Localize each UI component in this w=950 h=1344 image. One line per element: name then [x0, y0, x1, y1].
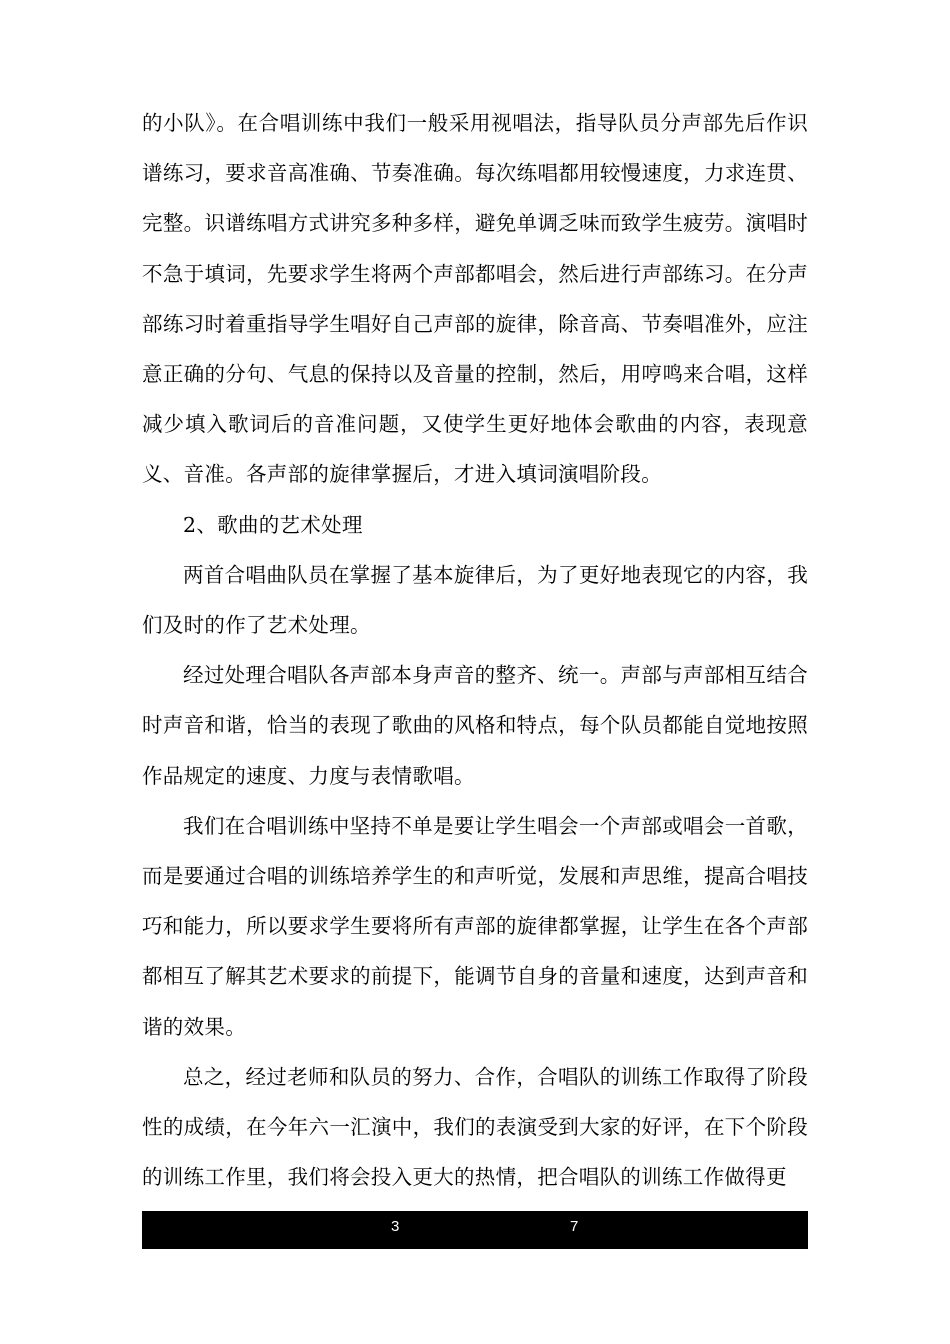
section-heading: 2、歌曲的艺术处理 — [183, 512, 363, 537]
paragraph-2: 两首合唱曲队员在掌握了基本旋律后，为了更好地表现它的内容，我们及时的作了艺术处理。 — [142, 562, 808, 638]
paragraph-3: 经过处理合唱队各声部本身声音的整齐、统一。声部与声部相互结合时声音和谐，恰当的表现了歌曲的风格和特点，每个队员都能自觉地按照作品规定的速度、力度与表情歌唱。 — [142, 663, 808, 788]
total-pages-number: 7 — [570, 1218, 579, 1235]
paragraph-1: 的小队》。在合唱训练中我们一般采用视唱法，指导队员分声部先后作识谱练习，要求音高准确、节奏准确。每次练唱都用较慢速度，力求连贯、完整。识谱练唱方式讲究多种多样，避免单调乏味而致学生疲劳。演唱时不急于填词，先要求学生将两个声部都唱会，然后进行声部练习。在分声部练习时着重指导学生唱好自己声部的旋律，除音高、节奏唱准外，应注意正确的分句、气息的保持以及音量的控制，然后，用哼鸣来合唱，这样减少填入歌词后的音准问题，又使学生更好地体会歌曲的内容，表现意义、音准。各声部的旋律掌握后，才进入填词演唱阶段。 — [142, 111, 808, 487]
page-footer-bar — [142, 1211, 808, 1249]
paragraph-4: 我们在合唱训练中坚持不单是要让学生唱会一个声部或唱会一首歌，而是要通过合唱的训练培养学生的和声听觉，发展和声思维，提高合唱技巧和能力，所以要求学生要将所有声部的旋律都掌握，让学生在各个声部都相互了解其艺术要求的前提下，能调节自身的音量和速度，达到声音和谐的效果。 — [142, 813, 808, 1039]
paragraph-5: 总之，经过老师和队员的努力、合作，合唱队的训练工作取得了阶段性的成绩，在今年六一汇演中，我们的表演受到大家的好评，在下个阶段的训练工作里，我们将会投入更大的热情，把合唱队的训练工作做得更 — [142, 1064, 808, 1190]
current-page-number: 3 — [391, 1218, 400, 1235]
document-body — [142, 98, 808, 1202]
